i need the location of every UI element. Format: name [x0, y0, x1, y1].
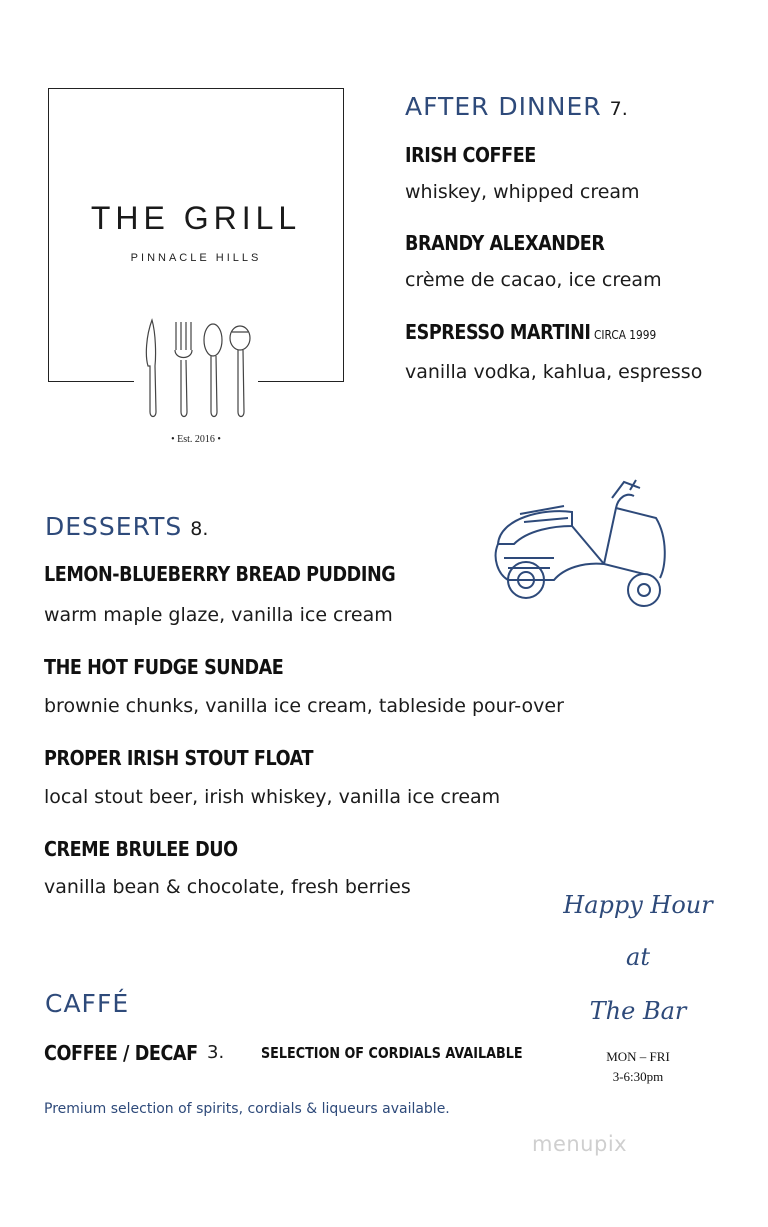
happy-hour-days: MON – FRI	[606, 1049, 670, 1064]
cutlery-icon	[134, 316, 258, 426]
logo-subtitle: PINNACLE HILLS	[130, 252, 262, 264]
menu-item-espresso-martini-note: CIRCA 1999	[594, 328, 657, 342]
happy-hour-line3: The Bar	[589, 997, 687, 1025]
caffe-heading: CAFFÉ	[45, 989, 130, 1018]
menu-item-irish-coffee-desc: whiskey, whipped cream	[405, 181, 640, 203]
happy-hour-line2: at	[626, 943, 650, 971]
menu-item-espresso-martini-desc: vanilla vodka, kahlua, espresso	[405, 361, 703, 383]
menu-item-bread-pudding: LEMON-BLUEBERRY BREAD PUDDING	[44, 562, 396, 586]
menu-item-stout-float-desc: local stout beer, irish whiskey, vanilla ice cream	[44, 786, 501, 808]
menu-item-brandy-alexander-desc: crème de cacao, ice cream	[405, 269, 662, 291]
established-text: • Est. 2016 •	[171, 434, 221, 445]
menu-item-brandy-alexander: BRANDY ALEXANDER	[405, 231, 605, 255]
menu-item-coffee-price: 3.	[207, 1042, 225, 1063]
after-dinner-title: AFTER DINNER	[405, 92, 602, 121]
cordials-note: SELECTION OF CORDIALS AVAILABLE	[261, 1044, 523, 1062]
menu-item-hot-fudge-sundae: THE HOT FUDGE SUNDAE	[44, 655, 284, 679]
desserts-price: 8.	[190, 518, 209, 540]
logo-frame-bottom-right	[258, 381, 344, 382]
menu-item-stout-float: PROPER IRISH STOUT FLOAT	[44, 746, 314, 770]
logo-frame-bottom-left	[48, 381, 134, 382]
logo-title: THE GRILL	[90, 200, 302, 236]
after-dinner-price: 7.	[609, 98, 628, 120]
scooter-icon	[484, 478, 680, 618]
menu-item-coffee: COFFEE / DECAF	[44, 1041, 198, 1065]
premium-note: Premium selection of spirits, cordials & liqueurs available.	[44, 1101, 450, 1117]
menu-item-espresso-martini	[405, 320, 656, 344]
menu-item-espresso-martini-name: ESPRESSO MARTINI	[405, 320, 591, 344]
desserts-heading	[45, 512, 208, 541]
menu-item-creme-brulee-desc: vanilla bean & chocolate, fresh berries	[44, 876, 411, 898]
after-dinner-heading	[405, 92, 628, 121]
menu-item-hot-fudge-sundae-desc: brownie chunks, vanilla ice cream, tableside pour-over	[44, 695, 564, 717]
happy-hour-line1: Happy Hour	[563, 891, 713, 919]
desserts-title: DESSERTS	[45, 512, 183, 541]
menu-item-irish-coffee: IRISH COFFEE	[405, 143, 536, 167]
menu-item-creme-brulee: CREME BRULEE DUO	[44, 837, 238, 861]
happy-hour-hours: 3-6:30pm	[612, 1069, 664, 1084]
menu-item-bread-pudding-desc: warm maple glaze, vanilla ice cream	[44, 604, 393, 626]
watermark-text: menupix	[532, 1132, 628, 1156]
